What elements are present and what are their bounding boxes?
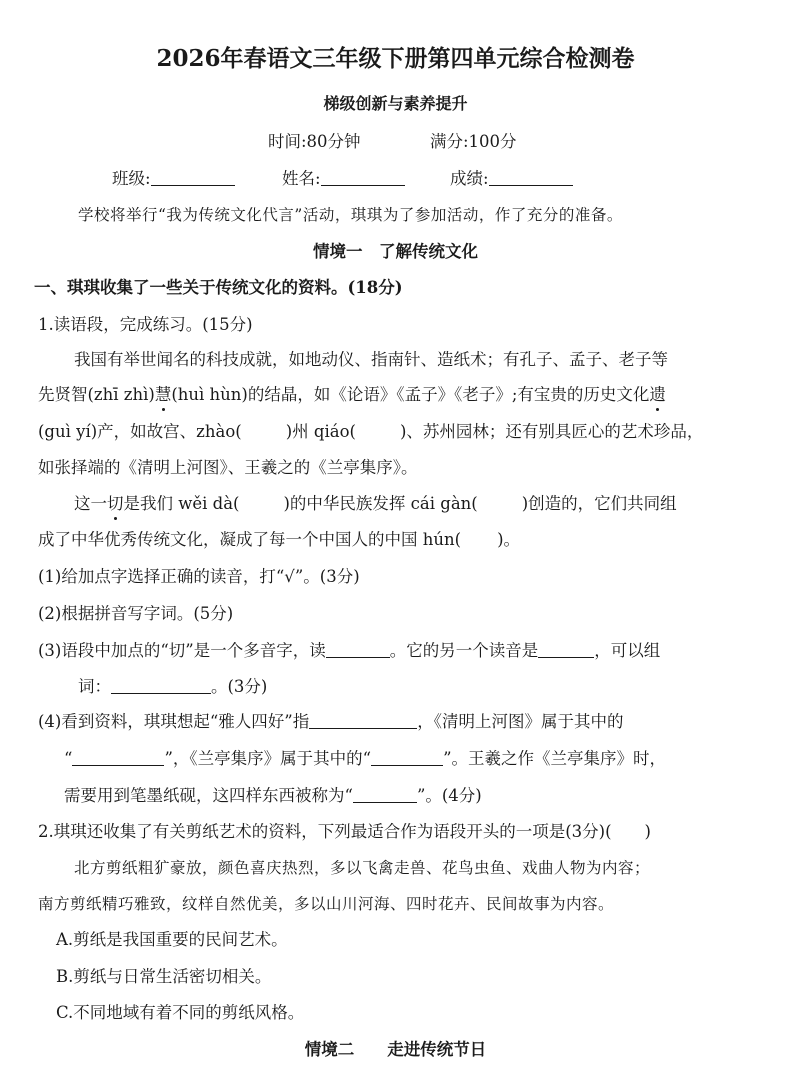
passage-1-line-4: 如张择端的《清明上河图》、王羲之的《兰亭集序》。 xyxy=(38,458,418,477)
dotted-char-qie: 切 xyxy=(107,494,124,513)
option-c[interactable]: C.不同地域有着不同的剪纸风格。 xyxy=(56,1003,305,1022)
passage-1-line-2 xyxy=(38,384,666,406)
class-field xyxy=(112,168,235,190)
answer-blank-painting[interactable] xyxy=(72,749,164,766)
dotted-char-hui: 慧 xyxy=(154,385,172,404)
text-run: )创造的，它们共同组 xyxy=(521,494,677,513)
text-run: )州 qiáo( xyxy=(285,422,356,441)
answer-blank-four-treasures[interactable] xyxy=(353,786,417,803)
text-run: 先贤智(zhī zhì) xyxy=(38,385,155,404)
option-a[interactable]: A.剪纸是我国重要的民间艺术。 xyxy=(56,930,288,949)
name-blank[interactable] xyxy=(321,169,405,186)
answer-blank-calligraphy[interactable] xyxy=(371,749,443,766)
question-2-title: 2.琪琪还收集了有关剪纸艺术的资料，下列最适合作为语段开头的一项是(3分)( ) xyxy=(38,822,651,841)
text-run: )、苏州园林；还有别具匠心的艺术珍品， xyxy=(399,422,704,441)
text-run: ”。王羲之作《兰亭集序》时， xyxy=(443,749,666,768)
answer-blank-word[interactable] xyxy=(111,677,211,694)
scene-two-heading: 情境二 走进传统节日 xyxy=(304,1040,487,1059)
text-run: )的中华民族发挥 cái gàn( xyxy=(283,494,478,513)
text-run: 是我们 wěi dà( xyxy=(123,494,240,513)
intro-text: 学校将举行“我为传统文化代言”活动，琪琪为了参加活动，作了充分的准备。 xyxy=(78,206,623,224)
question-1-title: 1.读语段，完成练习。(15分) xyxy=(38,315,253,334)
question-2-passage-line-1: 北方剪纸粗犷豪放，颜色喜庆热烈，多以飞禽走兽、花鸟虫鱼、戏曲人物为内容； xyxy=(74,859,651,877)
text-run: ”。(4分) xyxy=(416,786,482,805)
text-run: (guì yí)产，如故宫、zhào( xyxy=(38,422,242,441)
text-run: “ xyxy=(64,749,73,768)
text-run: ”，《兰亭集序》属于其中的“ xyxy=(164,749,372,768)
text-run: ，《清明上河图》属于其中的 xyxy=(417,712,624,731)
sub-question-1: (1)给加点字选择正确的读音，打“√”。(3分) xyxy=(38,567,360,586)
text-run: 这一 xyxy=(74,494,107,513)
grade-blank[interactable] xyxy=(489,169,573,186)
scene-one-heading: 情境一 了解传统文化 xyxy=(313,242,478,261)
grade-field xyxy=(450,168,573,190)
class-label: 班级: xyxy=(112,169,151,188)
answer-blank-four-arts[interactable] xyxy=(309,712,417,729)
section-one-heading: 一、琪琪收集了一些关于传统文化的资料。(18分) xyxy=(34,278,403,297)
text-run: (4)看到资料，琪琪想起“雅人四好”指 xyxy=(38,712,310,731)
sub-question-4-cont xyxy=(64,748,666,770)
passage-1-line-1: 我国有举世闻名的科技成就，如地动仪、指南针、造纸术；有孔子、孟子、老子等 xyxy=(74,350,668,369)
question-2-passage-line-2: 南方剪纸精巧雅致，纹样自然优美，多以山川河海、四时花卉、民间故事为内容。 xyxy=(38,895,615,913)
name-label: 姓名: xyxy=(282,169,321,188)
text-run: )。 xyxy=(497,530,520,549)
text-run: 。(3分) xyxy=(211,677,268,696)
text-run: 需要用到笔墨纸砚，这四样东西被称为“ xyxy=(64,786,353,805)
sub-question-4-end xyxy=(64,785,482,807)
passage-1-line-3 xyxy=(38,421,703,443)
class-blank[interactable] xyxy=(151,169,235,186)
grade-label: 成绩: xyxy=(450,169,489,188)
text-run: (3)语段中加点的“切”是一个多音字，读 xyxy=(38,641,326,660)
passage-2-line-2 xyxy=(38,529,520,551)
sub-question-4 xyxy=(38,711,624,733)
text-run: ，可以组 xyxy=(594,641,661,660)
name-field xyxy=(282,168,405,190)
text-run: 词： xyxy=(78,677,111,696)
text-run: 成了中华优秀传统文化，凝成了每一个中国人的中国 hún( xyxy=(38,530,462,549)
option-b[interactable]: B.剪纸与日常生活密切相关。 xyxy=(56,967,272,986)
score-info: 满分:100分 xyxy=(430,132,517,151)
time-info: 时间:80分钟 xyxy=(268,132,361,151)
sub-question-3 xyxy=(38,640,660,662)
answer-blank-reading-1[interactable] xyxy=(326,641,390,658)
sub-question-3-cont xyxy=(78,676,267,698)
dotted-char-yi: 遗 xyxy=(649,385,666,404)
text-run: (huì hùn)的结晶，如《论语》《孟子》《老子》;有宝贵的历史文化 xyxy=(171,385,650,404)
answer-blank-reading-2[interactable] xyxy=(538,641,594,658)
page-title: 2026年春语文三年级下册第四单元综合检测卷 xyxy=(156,45,635,72)
passage-2-line-1 xyxy=(74,493,677,515)
text-run: 。它的另一个读音是 xyxy=(389,641,539,660)
page-subtitle: 梯级创新与素养提升 xyxy=(323,94,468,113)
sub-question-2: (2)根据拼音写字词。(5分) xyxy=(38,604,234,623)
